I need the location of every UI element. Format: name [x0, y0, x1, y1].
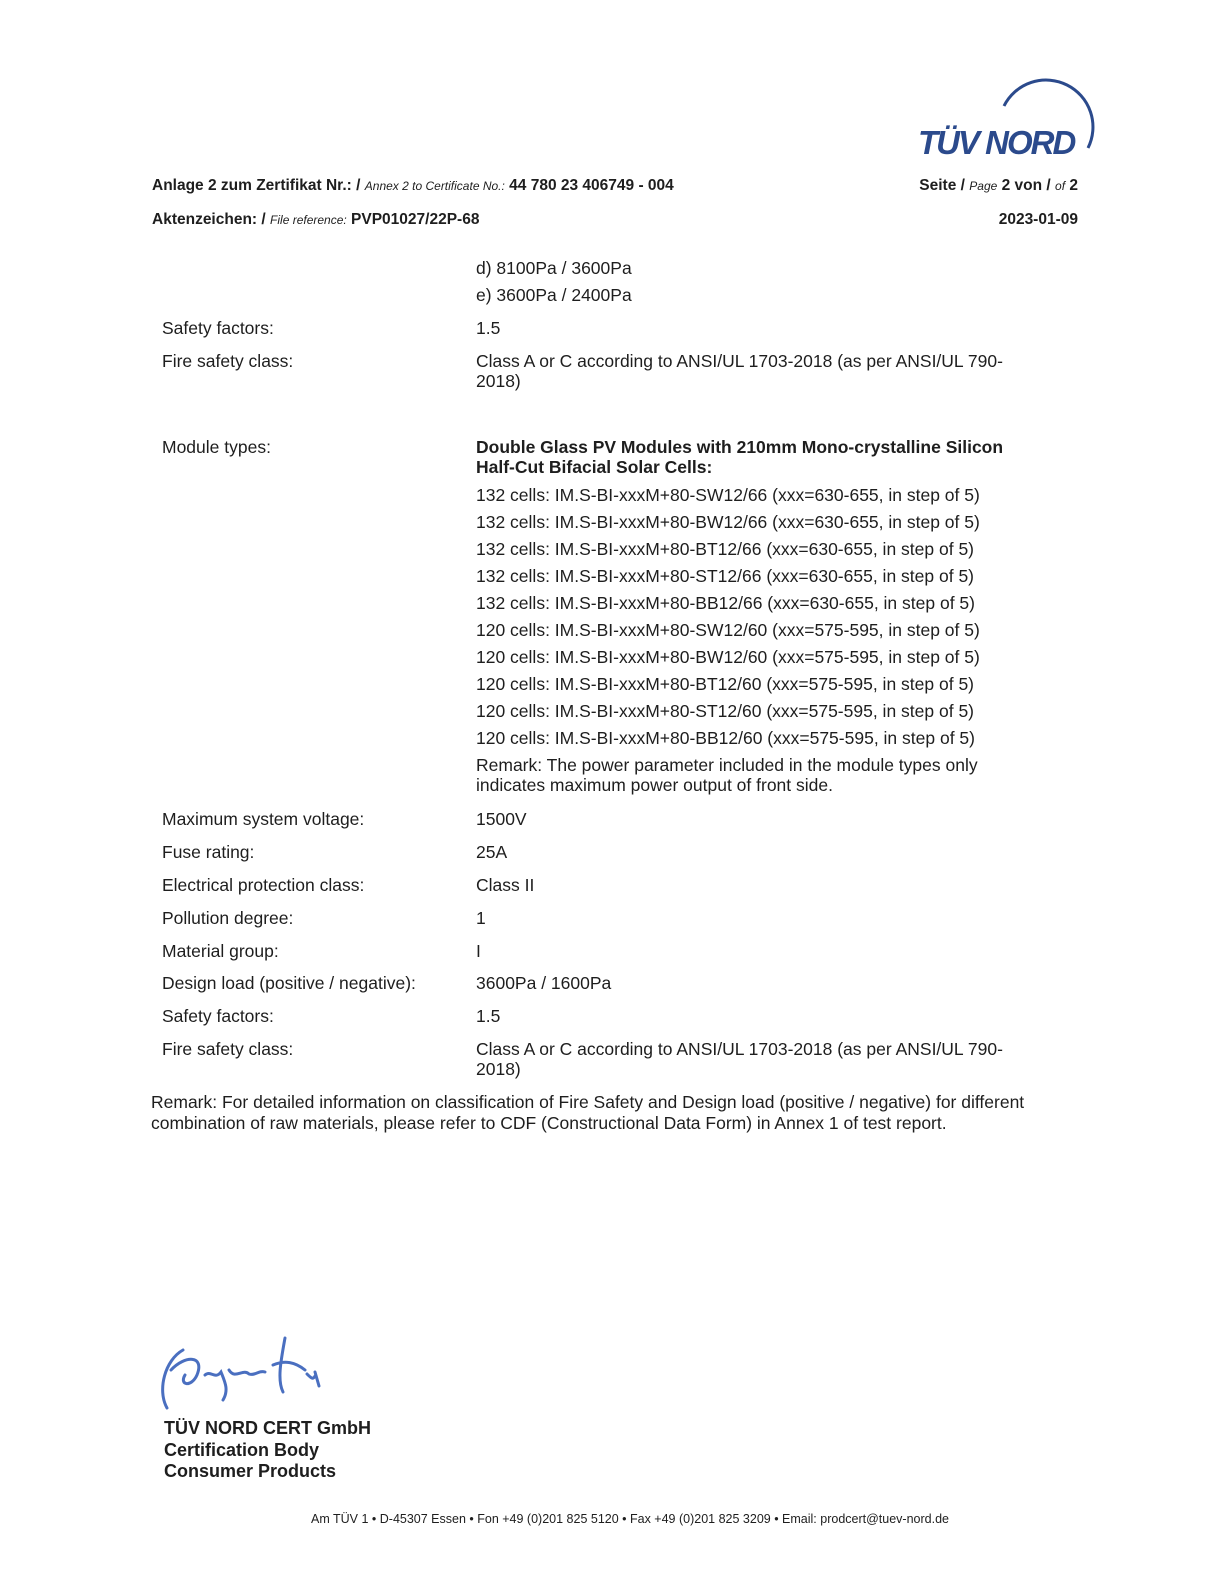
file-reference-line	[152, 211, 479, 229]
spec-value: 25A	[476, 842, 508, 862]
module-type-item: 120 cells: IM.S-BI-xxxM+80-BT12/60 (xxx=575-595, in step of 5)	[476, 674, 974, 694]
module-type-item: 120 cells: IM.S-BI-xxxM+80-BB12/60 (xxx=575-595, in step of 5)	[476, 728, 975, 748]
module-types-remark: Remark: The power parameter included in the module types only indicates maximum power output of front side.	[476, 755, 978, 795]
separator: /	[356, 177, 361, 194]
module-type-list	[476, 485, 1056, 748]
spec-value: 1.5	[476, 318, 501, 338]
spec-label: Fire safety class:	[162, 1039, 294, 1059]
general-remark: Remark: For detailed information on classification of Fire Safety and Design load (positive / negative) for different combination of raw materials, please refer to CDF (Constructional Data Form) in Annex 1 of test report.	[151, 1092, 1025, 1133]
module-type-item: 132 cells: IM.S-BI-xxxM+80-SW12/66 (xxx=630-655, in step of 5)	[476, 485, 980, 505]
spec-value: I	[476, 941, 481, 961]
org-division: Consumer Products	[164, 1461, 337, 1481]
separator: /	[1046, 177, 1051, 194]
spec-value: Class A or C according to ANSI/UL 1703-2018 (as per ANSI/UL 790-2018)	[476, 1039, 1003, 1079]
page-label-de: Seite	[919, 177, 957, 194]
fileref-label-de: Aktenzeichen:	[152, 211, 258, 228]
org-department: Certification Body	[164, 1440, 320, 1460]
module-type-item: 120 cells: IM.S-BI-xxxM+80-SW12/60 (xxx=575-595, in step of 5)	[476, 620, 980, 640]
spec-value: 1.5	[476, 1006, 501, 1026]
org-name: TÜV NORD CERT GmbH	[164, 1418, 371, 1438]
spec-label: Maximum system voltage:	[162, 809, 365, 829]
handwritten-signature-icon	[155, 1330, 395, 1420]
module-types-label: Module types:	[162, 437, 271, 457]
annex-label-de: Anlage 2 zum Zertifikat Nr.:	[152, 177, 352, 194]
module-types-heading: Double Glass PV Modules with 210mm Mono-crystalline Silicon Half-Cut Bifacial Solar Cells:	[476, 437, 1004, 477]
spec-value: 1	[476, 908, 486, 928]
of-label-de: von	[1014, 177, 1043, 194]
module-type-item: 132 cells: IM.S-BI-xxxM+80-ST12/66 (xxx=630-655, in step of 5)	[476, 566, 974, 586]
tuv-nord-logo	[912, 68, 1112, 168]
spec-label: Safety factors:	[162, 1006, 274, 1026]
separator: /	[960, 177, 965, 194]
module-type-item: 132 cells: IM.S-BI-xxxM+80-BT12/66 (xxx=630-655, in step of 5)	[476, 539, 974, 559]
spec-label: Material group:	[162, 941, 279, 961]
separator: /	[261, 211, 266, 228]
file-reference: PVP01027/22P-68	[351, 211, 480, 228]
spec-value: 1500V	[476, 809, 527, 829]
spec-value: 3600Pa / 1600Pa	[476, 973, 612, 993]
certificate-number: 44 780 23 406749 - 004	[509, 177, 674, 194]
spec-value: Class II	[476, 875, 535, 895]
load-option-text: d) 8100Pa / 3600Pa	[476, 258, 632, 278]
spec-label: Safety factors:	[162, 318, 274, 338]
page-total: 2	[1069, 177, 1078, 194]
module-type-item: 132 cells: IM.S-BI-xxxM+80-BW12/66 (xxx=630-655, in step of 5)	[476, 512, 980, 532]
spec-label: Design load (positive / negative):	[162, 973, 416, 993]
page-label-en: Page	[969, 179, 998, 193]
footer-contact: Am TÜV 1 • D-45307 Essen • Fon +49 (0)201 825 5120 • Fax +49 (0)201 825 3209 • Email: prodcert@tuev-nord.de	[311, 1512, 949, 1526]
spec-label: Fire safety class:	[162, 351, 294, 371]
spec-label: Pollution degree:	[162, 908, 294, 928]
module-type-item: 120 cells: IM.S-BI-xxxM+80-BW12/60 (xxx=575-595, in step of 5)	[476, 647, 980, 667]
signature	[155, 1330, 395, 1420]
of-label-en: of	[1055, 179, 1066, 193]
spec-label: Electrical protection class:	[162, 875, 365, 895]
fileref-label-en: File reference:	[270, 213, 347, 227]
spec-label: Fuse rating:	[162, 842, 255, 862]
module-type-item: 120 cells: IM.S-BI-xxxM+80-ST12/60 (xxx=575-595, in step of 5)	[476, 701, 974, 721]
document-date: 2023-01-09	[998, 211, 1078, 228]
page-number	[919, 177, 1078, 195]
module-type-item: 132 cells: IM.S-BI-xxxM+80-BB12/66 (xxx=630-655, in step of 5)	[476, 593, 975, 613]
load-option-text: e) 3600Pa / 2400Pa	[476, 285, 632, 305]
spec-value: Class A or C according to ANSI/UL 1703-2018 (as per ANSI/UL 790-2018)	[476, 351, 1003, 391]
certificate-annex-line	[152, 177, 674, 195]
module-types-content	[476, 437, 1056, 795]
annex-label-en: Annex 2 to Certificate No.:	[364, 179, 505, 193]
page-current: 2	[1001, 177, 1011, 194]
logo-text: TÜV NORD	[918, 124, 1075, 161]
